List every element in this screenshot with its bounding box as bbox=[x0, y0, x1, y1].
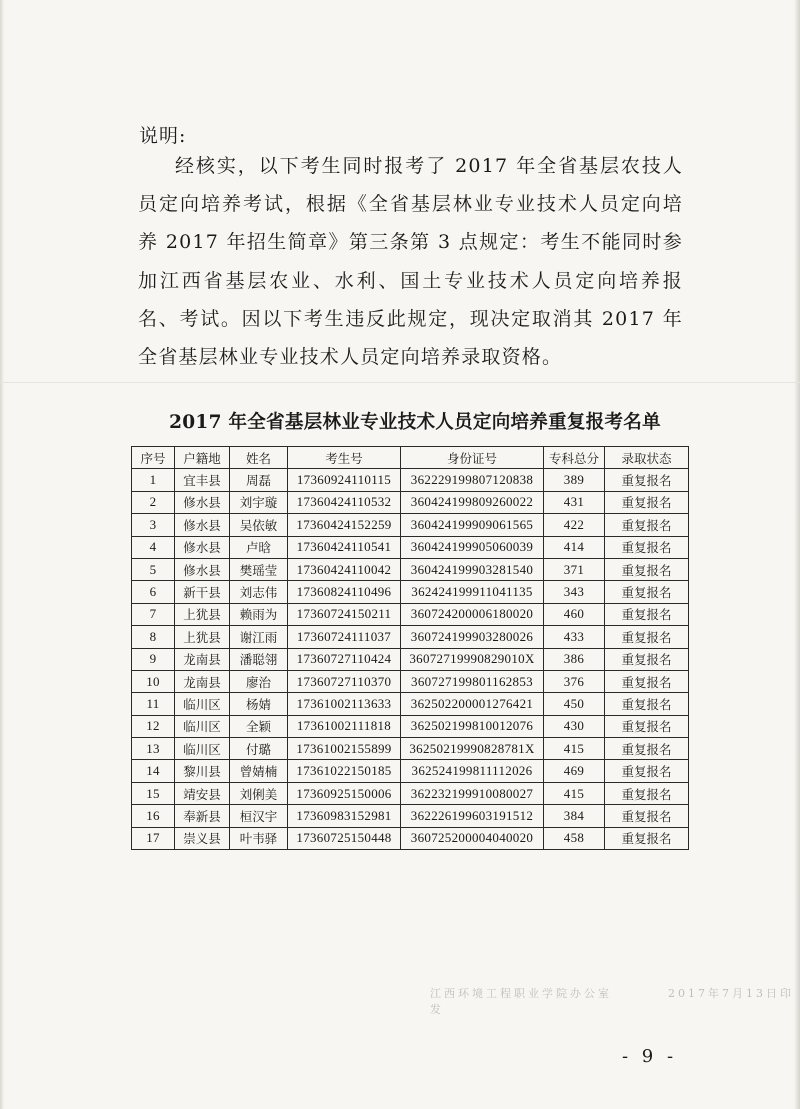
cell-name: 周磊 bbox=[230, 469, 288, 491]
cell-total-score: 450 bbox=[544, 693, 605, 715]
cell-total-score: 415 bbox=[544, 782, 605, 804]
cell-id-number: 360724200006180020 bbox=[401, 603, 544, 625]
cell-serial: 8 bbox=[132, 626, 175, 648]
cell-serial: 15 bbox=[132, 782, 175, 804]
cell-residence: 新干县 bbox=[175, 581, 230, 603]
cell-admission-status: 重复报名 bbox=[605, 782, 689, 804]
cell-total-score: 371 bbox=[544, 558, 605, 580]
cell-serial: 2 bbox=[132, 491, 175, 513]
cell-residence: 龙南县 bbox=[175, 670, 230, 692]
cell-serial: 14 bbox=[132, 760, 175, 782]
cell-serial: 11 bbox=[132, 693, 175, 715]
cell-admission-status: 重复报名 bbox=[605, 827, 689, 849]
explanation-label: 说明: bbox=[139, 125, 187, 147]
table-row bbox=[132, 738, 689, 760]
cell-name: 卢晗 bbox=[230, 536, 288, 558]
cell-serial: 4 bbox=[132, 536, 175, 558]
table-row bbox=[132, 514, 689, 536]
cell-admission-status: 重复报名 bbox=[605, 760, 689, 782]
cell-admission-status: 重复报名 bbox=[605, 648, 689, 670]
cell-id-number: 360424199909061565 bbox=[401, 514, 544, 536]
cell-total-score: 433 bbox=[544, 626, 605, 648]
cell-residence: 宜丰县 bbox=[175, 469, 230, 491]
cell-residence: 修水县 bbox=[175, 536, 230, 558]
cell-exam-number: 17361002111818 bbox=[288, 715, 401, 737]
cell-total-score: 460 bbox=[544, 603, 605, 625]
cell-exam-number: 17360724111037 bbox=[288, 626, 401, 648]
cell-residence: 修水县 bbox=[175, 514, 230, 536]
table-header-row bbox=[132, 447, 689, 469]
cell-name: 刘宇璇 bbox=[230, 491, 288, 513]
column-header-admission-status: 录取状态 bbox=[605, 447, 689, 469]
cell-id-number: 362226199603191512 bbox=[401, 805, 544, 827]
cell-exam-number: 17360924110115 bbox=[288, 469, 401, 491]
table-row bbox=[132, 760, 689, 782]
cell-admission-status: 重复报名 bbox=[605, 469, 689, 491]
cell-id-number: 362502200001276421 bbox=[401, 693, 544, 715]
table-row bbox=[132, 715, 689, 737]
cell-admission-status: 重复报名 bbox=[605, 558, 689, 580]
cell-serial: 3 bbox=[132, 514, 175, 536]
cell-exam-number: 17360824110496 bbox=[288, 581, 401, 603]
table-row bbox=[132, 581, 689, 603]
cell-total-score: 431 bbox=[544, 491, 605, 513]
cell-name: 曾婧楠 bbox=[230, 760, 288, 782]
cell-name: 赖雨为 bbox=[230, 603, 288, 625]
cell-admission-status: 重复报名 bbox=[605, 536, 689, 558]
cell-serial: 10 bbox=[132, 670, 175, 692]
scan-fold-line bbox=[0, 382, 800, 383]
cell-name: 叶韦驿 bbox=[230, 827, 288, 849]
cell-exam-number: 17360424110541 bbox=[288, 536, 401, 558]
column-header-residence: 户籍地 bbox=[175, 447, 230, 469]
cell-id-number: 360727199801162853 bbox=[401, 670, 544, 692]
cell-id-number: 36250219990828781X bbox=[401, 738, 544, 760]
column-header-id-number: 身份证号 bbox=[401, 447, 544, 469]
cell-exam-number: 17360983152981 bbox=[288, 805, 401, 827]
cell-serial: 9 bbox=[132, 648, 175, 670]
cell-exam-number: 17360424110042 bbox=[288, 558, 401, 580]
cell-total-score: 343 bbox=[544, 581, 605, 603]
cell-name: 樊瑶莹 bbox=[230, 558, 288, 580]
cell-id-number: 362524199811112026 bbox=[401, 760, 544, 782]
cell-id-number: 360424199809260022 bbox=[401, 491, 544, 513]
cell-id-number: 362232199910080027 bbox=[401, 782, 544, 804]
scan-edge-right bbox=[794, 0, 800, 1109]
table-row bbox=[132, 558, 689, 580]
cell-name: 桓汉宇 bbox=[230, 805, 288, 827]
table-row bbox=[132, 782, 689, 804]
cell-name: 付璐 bbox=[230, 738, 288, 760]
cell-id-number: 362229199807120838 bbox=[401, 469, 544, 491]
cell-total-score: 386 bbox=[544, 648, 605, 670]
cell-exam-number: 17360727110370 bbox=[288, 670, 401, 692]
cell-residence: 龙南县 bbox=[175, 648, 230, 670]
cell-total-score: 389 bbox=[544, 469, 605, 491]
cell-total-score: 414 bbox=[544, 536, 605, 558]
table-title: 2017 年全省基层林业专业技术人员定向培养重复报考名单 bbox=[169, 412, 661, 433]
cell-admission-status: 重复报名 bbox=[605, 805, 689, 827]
scan-edge-left bbox=[0, 0, 4, 1109]
table-body bbox=[132, 469, 689, 850]
cell-admission-status: 重复报名 bbox=[605, 603, 689, 625]
duplicate-registration-table bbox=[131, 446, 689, 850]
cell-exam-number: 17361002155899 bbox=[288, 738, 401, 760]
cell-total-score: 458 bbox=[544, 827, 605, 849]
cell-serial: 1 bbox=[132, 469, 175, 491]
cell-admission-status: 重复报名 bbox=[605, 514, 689, 536]
cell-residence: 上犹县 bbox=[175, 626, 230, 648]
cell-total-score: 422 bbox=[544, 514, 605, 536]
cell-total-score: 384 bbox=[544, 805, 605, 827]
table-row bbox=[132, 827, 689, 849]
cell-serial: 6 bbox=[132, 581, 175, 603]
cell-serial: 12 bbox=[132, 715, 175, 737]
cell-id-number: 362424199911041135 bbox=[401, 581, 544, 603]
cell-total-score: 469 bbox=[544, 760, 605, 782]
cell-serial: 7 bbox=[132, 603, 175, 625]
cell-name: 刘俐美 bbox=[230, 782, 288, 804]
cell-residence: 靖安县 bbox=[175, 782, 230, 804]
cell-name: 潘聪翎 bbox=[230, 648, 288, 670]
cell-id-number: 360424199903281540 bbox=[401, 558, 544, 580]
cell-residence: 黎川县 bbox=[175, 760, 230, 782]
cell-exam-number: 17360727110424 bbox=[288, 648, 401, 670]
table-row bbox=[132, 693, 689, 715]
table-row bbox=[132, 469, 689, 491]
cell-id-number: 36072719990829010X bbox=[401, 648, 544, 670]
cell-exam-number: 17360925150006 bbox=[288, 782, 401, 804]
column-header-exam-number: 考生号 bbox=[288, 447, 401, 469]
cell-admission-status: 重复报名 bbox=[605, 670, 689, 692]
cell-id-number: 360424199905060039 bbox=[401, 536, 544, 558]
cell-total-score: 430 bbox=[544, 715, 605, 737]
cell-admission-status: 重复报名 bbox=[605, 491, 689, 513]
cell-residence: 崇义县 bbox=[175, 827, 230, 849]
cell-admission-status: 重复报名 bbox=[605, 715, 689, 737]
table-row bbox=[132, 626, 689, 648]
table-row bbox=[132, 491, 689, 513]
cell-name: 吴依敏 bbox=[230, 514, 288, 536]
cell-exam-number: 17360424110532 bbox=[288, 491, 401, 513]
cell-exam-number: 17360424152259 bbox=[288, 514, 401, 536]
table-row bbox=[132, 536, 689, 558]
cell-serial: 13 bbox=[132, 738, 175, 760]
cell-serial: 16 bbox=[132, 805, 175, 827]
column-header-serial: 序号 bbox=[132, 447, 175, 469]
cell-total-score: 376 bbox=[544, 670, 605, 692]
cell-residence: 临川区 bbox=[175, 738, 230, 760]
column-header-name: 姓名 bbox=[230, 447, 288, 469]
cell-exam-number: 17360724150211 bbox=[288, 603, 401, 625]
table-row bbox=[132, 648, 689, 670]
cell-admission-status: 重复报名 bbox=[605, 693, 689, 715]
cell-exam-number: 17361002113633 bbox=[288, 693, 401, 715]
cell-name: 谢江雨 bbox=[230, 626, 288, 648]
cell-residence: 临川区 bbox=[175, 715, 230, 737]
cell-name: 全颖 bbox=[230, 715, 288, 737]
table-row bbox=[132, 805, 689, 827]
table-row bbox=[132, 670, 689, 692]
cell-id-number: 360725200004040020 bbox=[401, 827, 544, 849]
cell-serial: 17 bbox=[132, 827, 175, 849]
table-row bbox=[132, 603, 689, 625]
cell-id-number: 362502199810012076 bbox=[401, 715, 544, 737]
cell-residence: 临川区 bbox=[175, 693, 230, 715]
cell-serial: 5 bbox=[132, 558, 175, 580]
cell-id-number: 360724199903280026 bbox=[401, 626, 544, 648]
bleed-through-footer: 江西环境工程职业学院办公室 2017年7月13日印发 bbox=[430, 987, 794, 1016]
column-header-total-score: 专科总分 bbox=[544, 447, 605, 469]
cell-admission-status: 重复报名 bbox=[605, 738, 689, 760]
cell-residence: 奉新县 bbox=[175, 805, 230, 827]
cell-residence: 修水县 bbox=[175, 491, 230, 513]
cell-admission-status: 重复报名 bbox=[605, 626, 689, 648]
cell-total-score: 415 bbox=[544, 738, 605, 760]
cell-name: 杨婧 bbox=[230, 693, 288, 715]
cell-admission-status: 重复报名 bbox=[605, 581, 689, 603]
cell-exam-number: 17360725150448 bbox=[288, 827, 401, 849]
cell-name: 廖治 bbox=[230, 670, 288, 692]
cell-name: 刘志伟 bbox=[230, 581, 288, 603]
explanation-paragraph: 经核实，以下考生同时报考了 2017 年全省基层农技人员定向培养考试，根据《全省基层林业专业技术人员定向培养 2017 年招生简章》第三条第 3 点规定：考生不能同时参加江西省基层农业、水利、国土专业技术人员定向培养报名、考试。因以下考生违反此规定，现决定取消其 2017 年全省基层林业专业技术人员定向培养录取资格。 bbox=[138, 155, 683, 369]
cell-residence: 上犹县 bbox=[175, 603, 230, 625]
cell-residence: 修水县 bbox=[175, 558, 230, 580]
page-number: - 9 - bbox=[622, 1046, 678, 1067]
cell-exam-number: 17361022150185 bbox=[288, 760, 401, 782]
